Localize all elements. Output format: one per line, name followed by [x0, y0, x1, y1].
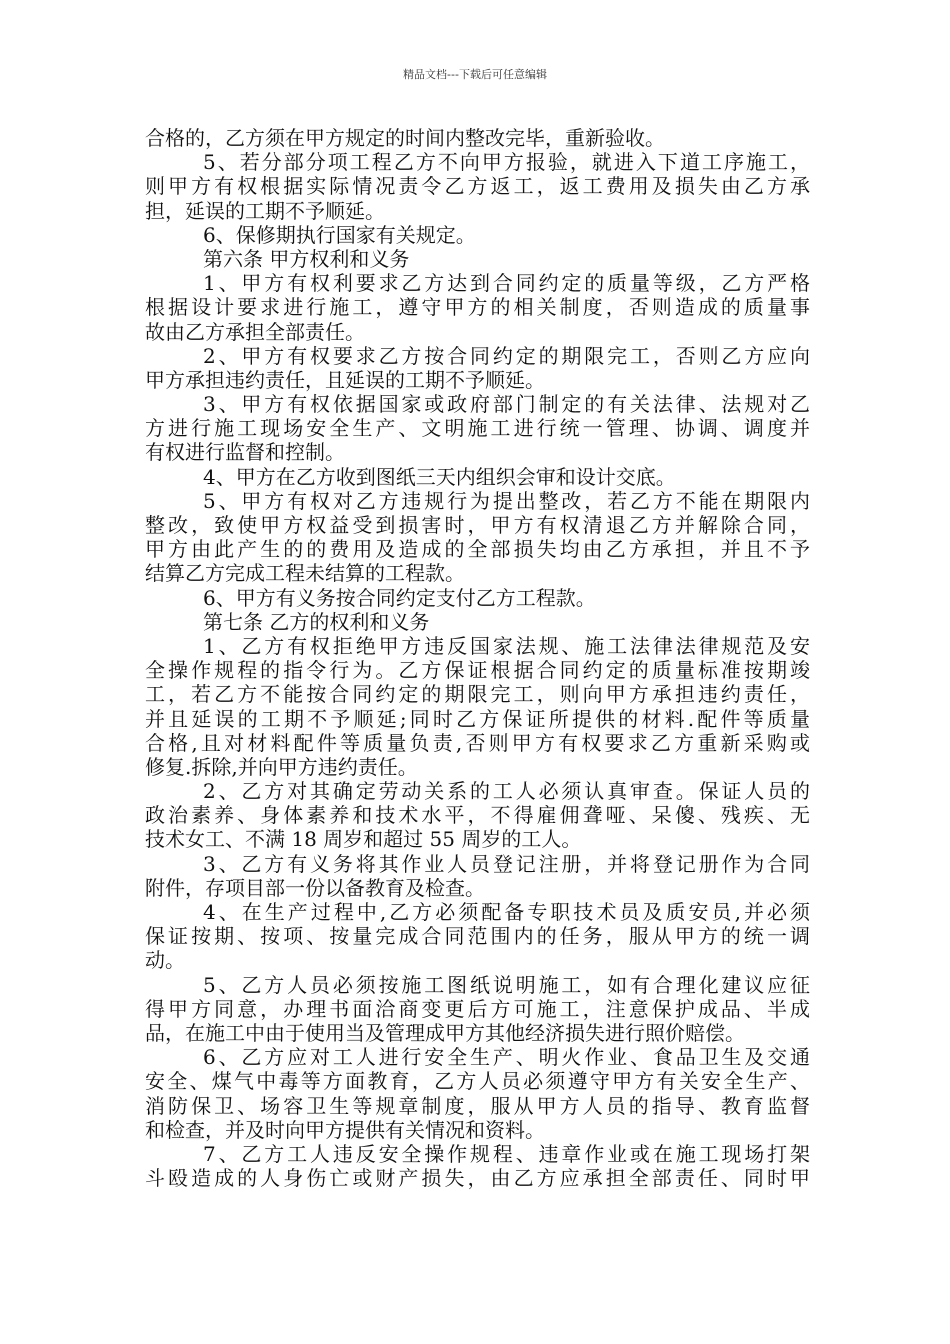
text-line: 斗殴造成的人身伤亡或财产损失，由乙方应承担全部责任、同时甲 — [145, 1166, 810, 1191]
text-line: 5、甲方有权对乙方违规行为提出整改，若乙方不能在期限内 — [203, 488, 810, 513]
text-line: 1、甲方有权利要求乙方达到合同约定的质量等级，乙方严格 — [203, 271, 810, 296]
text-line: 修复.拆除,并向甲方违约责任。 — [145, 754, 418, 779]
text-line: 保证按期、按项、按量完成合同范围内的任务，服从甲方的统一调 — [145, 924, 810, 949]
text-line: 动。 — [145, 948, 185, 973]
text-line: 6、甲方有义务按合同约定支付乙方工程款。 — [203, 585, 596, 610]
text-line: 附件，存项目部一份以备教育及检查。 — [145, 875, 485, 900]
text-line: 全操作规程的指令行为。乙方保证根据合同约定的质量标准按期竣 — [145, 658, 810, 683]
text-line: 3、甲方有权依据国家或政府部门制定的有关法律、法规对乙 — [203, 392, 810, 417]
text-line: 得甲方同意，办理书面洽商变更后方可施工，注意保护成品、半成 — [145, 996, 810, 1021]
text-line: 4、在生产过程中,乙方必须配备专职技术员及质安员,并必须 — [203, 900, 810, 924]
text-line: 品，在施工中由于使用当及管理成甲方其他经济损失进行照价赔偿。 — [145, 1020, 745, 1045]
text-line: 3、乙方有义务将其作业人员登记注册，并将登记册作为合同 — [203, 851, 810, 876]
text-line: 方进行施工现场安全生产、文明施工进行统一管理、协调、调度并 — [145, 416, 810, 441]
text-line: 7、乙方工人违反安全操作规程、违章作业或在施工现场打架 — [203, 1141, 810, 1166]
text-line: 第六条 甲方权利和义务 — [203, 246, 410, 271]
text-line: 6、保修期执行国家有关规定。 — [203, 222, 476, 247]
text-line: 2、乙方对其确定劳动关系的工人必须认真审查。保证人员的 — [203, 779, 810, 804]
text-line: 合格,且对材料配件等质量负责,否则甲方有权要求乙方重新采购或 — [145, 730, 810, 755]
text-line: 合格的，乙方须在甲方规定的时间内整改完毕，重新验收。 — [145, 126, 665, 150]
text-line: 则甲方有权根据实际情况责令乙方返工，返工费用及损失由乙方承 — [145, 174, 810, 199]
text-line: 技术女工、不满 18 周岁和超过 55 周岁的工人。 — [145, 827, 582, 852]
document-body — [145, 126, 810, 1190]
text-line: 工，若乙方不能按合同约定的期限完工，则向甲方承担违约责任， — [145, 682, 810, 707]
text-line: 6、乙方应对工人进行安全生产、明火作业、食品卫生及交通 — [203, 1045, 810, 1070]
text-line: 1、乙方有权拒绝甲方违反国家法规、施工法律法律规范及安 — [203, 633, 810, 658]
text-line: 结算乙方完成工程未结算的工程款。 — [145, 561, 465, 586]
page-header: 精品文档---下载后可任意编辑 — [403, 68, 547, 81]
text-line: 整改，致使甲方权益受到损害时，甲方有权清退乙方并解除合同， — [145, 513, 810, 537]
text-line: 和检查，并及时向甲方提供有关情况和资料。 — [145, 1117, 545, 1142]
text-line: 安全、煤气中毒等方面教育，乙方人员必须遵守甲方有关安全生产、 — [145, 1069, 810, 1094]
text-line: 并且延误的工期不予顺延;同时乙方保证所提供的材料.配件等质量 — [145, 706, 810, 731]
text-line: 2、甲方有权要求乙方按合同约定的期限完工，否则乙方应向 — [203, 343, 810, 368]
text-line: 甲方由此产生的的费用及造成的全部损失均由乙方承担，并且不予 — [145, 537, 810, 562]
text-line: 消防保卫、场容卫生等规章制度，服从甲方人员的指导、教育监督 — [145, 1093, 810, 1118]
text-line: 甲方承担违约责任，且延误的工期不予顺延。 — [145, 367, 545, 392]
text-line: 根据设计要求进行施工，遵守甲方的相关制度，否则造成的质量事 — [145, 295, 810, 320]
text-line: 政治素养、身体素养和技术水平，不得雇佣聋哑、呆傻、残疾、无 — [145, 803, 810, 828]
text-line: 第七条 乙方的权利和义务 — [203, 609, 430, 634]
text-line: 5、乙方人员必须按施工图纸说明施工，如有合理化建议应征 — [203, 972, 810, 997]
text-line: 4、甲方在乙方收到图纸三天内组织会审和设计交底。 — [203, 464, 676, 489]
text-line: 担，延误的工期不予顺延。 — [145, 198, 385, 223]
text-line: 5、若分部分项工程乙方不向甲方报验，就进入下道工序施工， — [203, 150, 810, 175]
text-line: 故由乙方承担全部责任。 — [145, 319, 365, 344]
text-line: 有权进行监督和控制。 — [145, 440, 345, 465]
